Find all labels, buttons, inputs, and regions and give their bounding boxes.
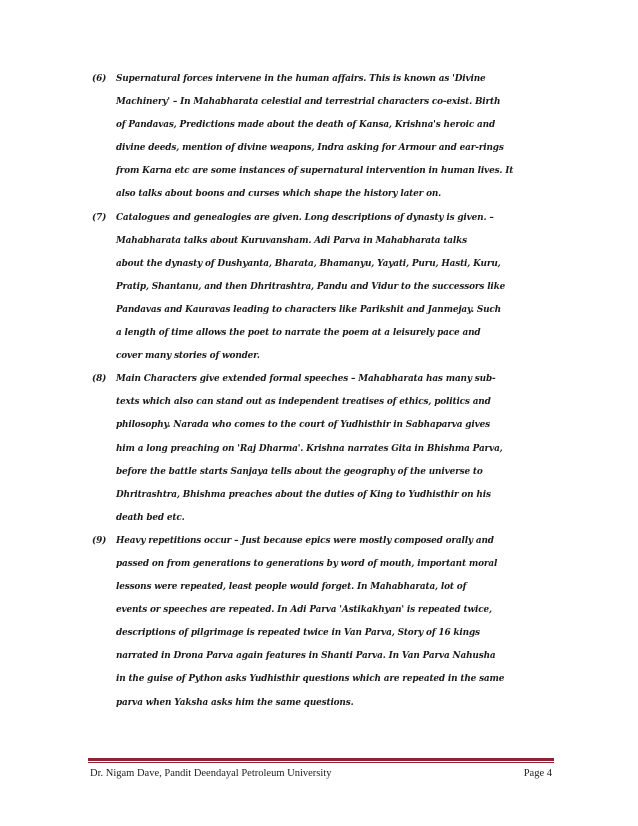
numbered-list [92,68,546,715]
paragraph-line: Mahabharata talks about Kuruvansham. Adi Parva in Mahabharata talks [116,235,467,246]
list-item [92,530,546,715]
paragraph-line: Heavy repetitions occur – Just because epics were mostly composed orally and [116,535,494,546]
paragraph-line: before the battle starts Sanjaya tells about the geography of the universe to [116,466,483,477]
paragraph-line: Dhritrashtra, Bhishma preaches about the duties of King to Yudhisthir on his [116,489,491,500]
list-item [92,368,546,530]
paragraph-line: a length of time allows the poet to narrate the poem at a leisurely pace and [116,328,481,339]
list-item-number: (6) [92,74,107,84]
paragraph-line: events or speeches are repeated. In Adi Parva 'Astikakhyan' is repeated twice, [116,605,492,616]
paragraph-line: philosophy. Narada who comes to the court of Yudhisthir in Sabhaparva gives [116,420,490,431]
paragraph-line: Pratip, Shantanu, and then Dhritrashtra, Pandu and Vidur to the successors like [116,281,506,292]
paragraph-line: divine deeds, mention of divine weapons, Indra asking for Armour and ear-rings [116,143,504,154]
paragraph-line: lessons were repeated, least people would forget. In Mahabharata, lot of [116,582,467,593]
paragraph-line: Main Characters give extended formal speeches – Mahabharata has many sub- [116,374,496,385]
paragraph-line: in the guise of Python asks Yudhisthir questions which are repeated in the same [116,674,505,685]
paragraph-line: descriptions of pilgrimage is repeated twice in Van Parva, Story of 16 kings [116,628,480,639]
paragraph-line: narrated in Drona Parva again features in Shanti Parva. In Van Parva Nahusha [116,651,496,662]
paragraph-line: parva when Yaksha asks him the same questions. [116,697,354,708]
footer-divider [88,758,554,764]
paragraph-line: of Pandavas, Predictions made about the death of Kansa, Krishna's heroic and [116,120,496,131]
paragraph-line: cover many stories of wonder. [116,351,260,362]
list-item-number: (9) [92,535,107,546]
paragraph-line: Catalogues and genealogies are given. Long descriptions of dynasty is given. – [116,212,494,223]
footer-rule-thin [88,762,554,763]
footer-rule-thick [88,758,554,761]
paragraph-line: Machinery' – In Mahabharata celestial and terrestrial characters co-exist. Birth [116,97,501,108]
paragraph-line: death bed etc. [116,512,185,523]
paragraph-line: also talks about boons and curses which shape the history later on. [116,189,442,200]
footer-page-number: Page 4 [523,768,552,779]
paragraph-line: texts which also can stand out as independent treatises of ethics, politics and [116,397,491,408]
list-item [92,68,546,207]
paragraph-line: Supernatural forces intervene in the human affairs. This is known as 'Divine [116,74,486,84]
paragraph-line: him a long preaching on 'Raj Dharma'. Krishna narrates Gita in Bhishma Parva, [116,443,503,454]
paragraph-line: Pandavas and Kauravas leading to characters like Parikshit and Janmejay. Such [116,304,501,315]
paragraph-line: about the dynasty of Dushyanta, Bharata, Bhamanyu, Yayati, Puru, Hasti, Kuru, [116,258,501,269]
paragraph-line: from Karna etc are some instances of supernatural intervention in human lives. It [116,166,514,177]
list-item [92,207,546,369]
footer-author: Dr. Nigam Dave, Pandit Deendayal Petroleum University [90,768,332,779]
list-item-number: (7) [92,212,107,223]
paragraph-line: passed on from generations to generations by word of mouth, important moral [116,558,498,569]
list-item-number: (8) [92,374,107,385]
